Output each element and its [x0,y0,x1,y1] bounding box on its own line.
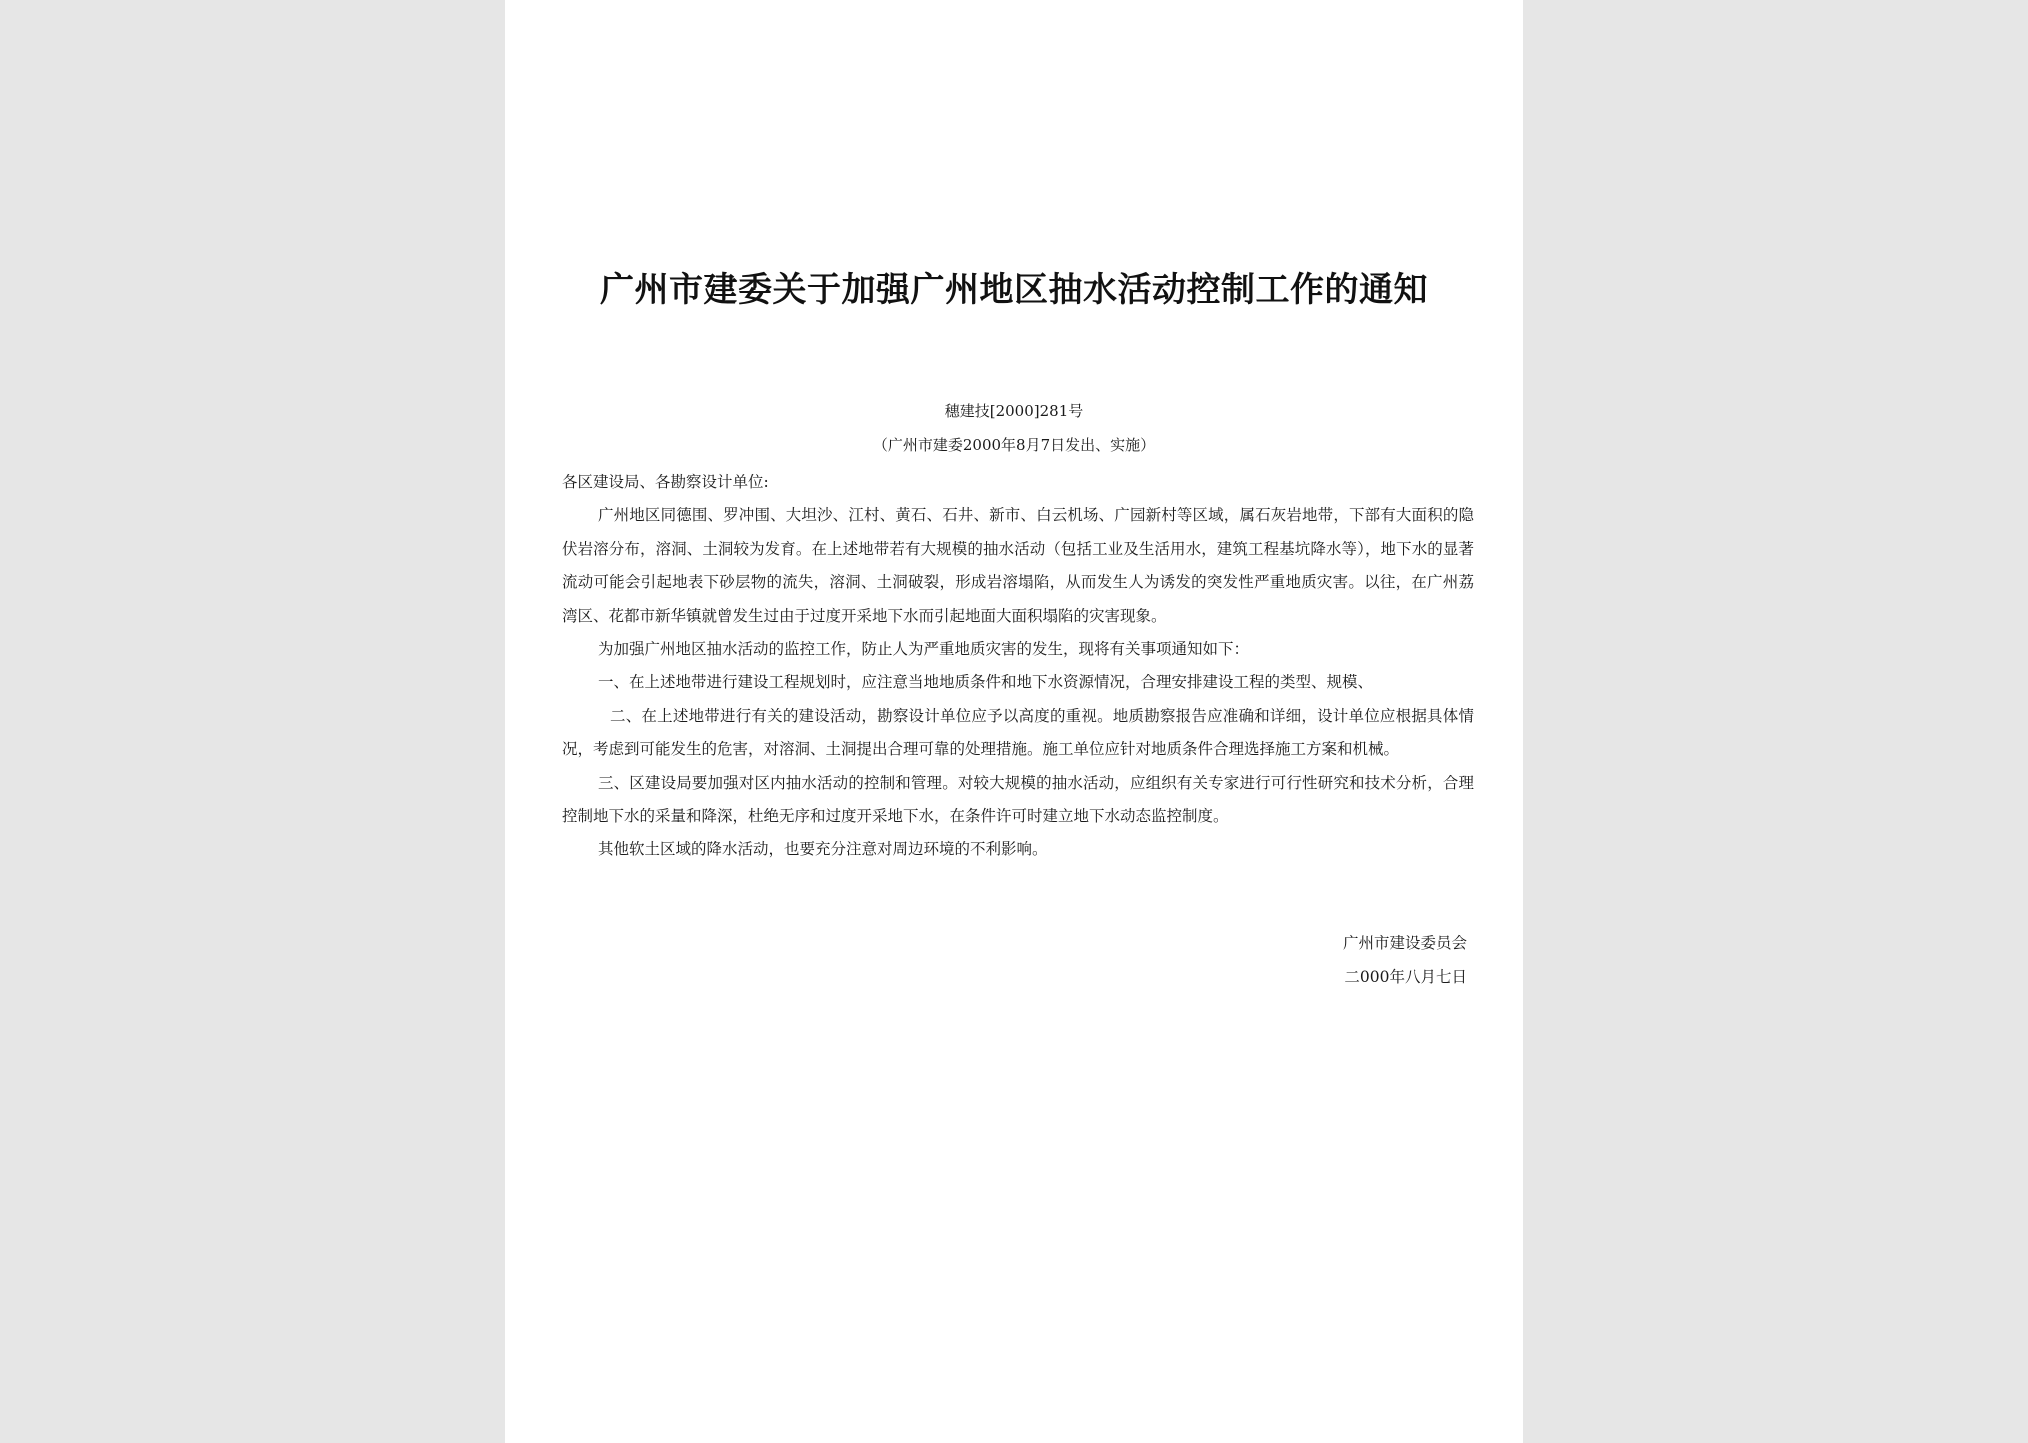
signature-issuer: 广州市建设委员会 [1342,934,1467,952]
paragraph-item-three: 三、区建设局要加强对区内抽水活动的控制和管理。对较大规模的抽水活动，应组织有关专家进行可行性研究和技术分析，合理控制地下水的采量和降深，杜绝无序和过度开采地下水，在条件许可时建立地下水动态监控制度。 [562,773,1474,826]
paragraph-background: 广州地区同德围、罗冲围、大坦沙、江村、黄石、石井、新市、白云机场、广园新村等区域，属石灰岩地带，下部有大面积的隐伏岩溶分布，溶洞、土洞较为发育。在上述地带若有大规模的抽水活动（包括工业及生活用水，建筑工程基坑降水等），地下水的显著流动可能会引起地表下砂层物的流失，溶洞、土洞破裂，形成岩溶塌陷，从而发生人为诱发的突发性严重地质灾害。以往，在广州荔湾区、花都市新华镇就曾发生过由于过度开采地下水而引起地面大面积塌陷的灾害现象。 [562,506,1474,625]
salutation: 各区建设局、各勘察设计单位: [562,473,769,491]
paragraph-item-one: 一、在上述地带进行建设工程规划时，应注意当地地质条件和地下水资源情况，合理安排建设工程的类型、规模、 [598,673,1374,692]
signature-block [505,926,1467,994]
paragraph-closing: 其他软土区域的降水活动，也要充分注意对周边环境的不利影响。 [598,840,1048,859]
signature-date: 二000年八月七日 [1344,968,1467,986]
document-body [562,466,1474,867]
paragraph-item-two: 二、在上述地带进行有关的建设活动，勘察设计单位应予以高度的重视。地质勘察报告应准确和详细，设计单位应根据具体情况，考虑到可能发生的危害，对溶洞、土洞提出合理可靠的处理措施。施工单位应针对地质条件合理选择施工方案和机械。 [562,706,1474,759]
document-number: 穗建技[2000]281号 [944,402,1084,420]
document-page [505,0,1523,1443]
paragraph-intro: 为加强广州地区抽水活动的监控工作，防止人为严重地质灾害的发生，现将有关事项通知如下： [598,640,1250,659]
document-title: 广州市建委关于加强广州地区抽水活动控制工作的通知 [600,270,1428,310]
issued-note: （广州市建委2000年8月7日发出、实施） [872,436,1156,454]
